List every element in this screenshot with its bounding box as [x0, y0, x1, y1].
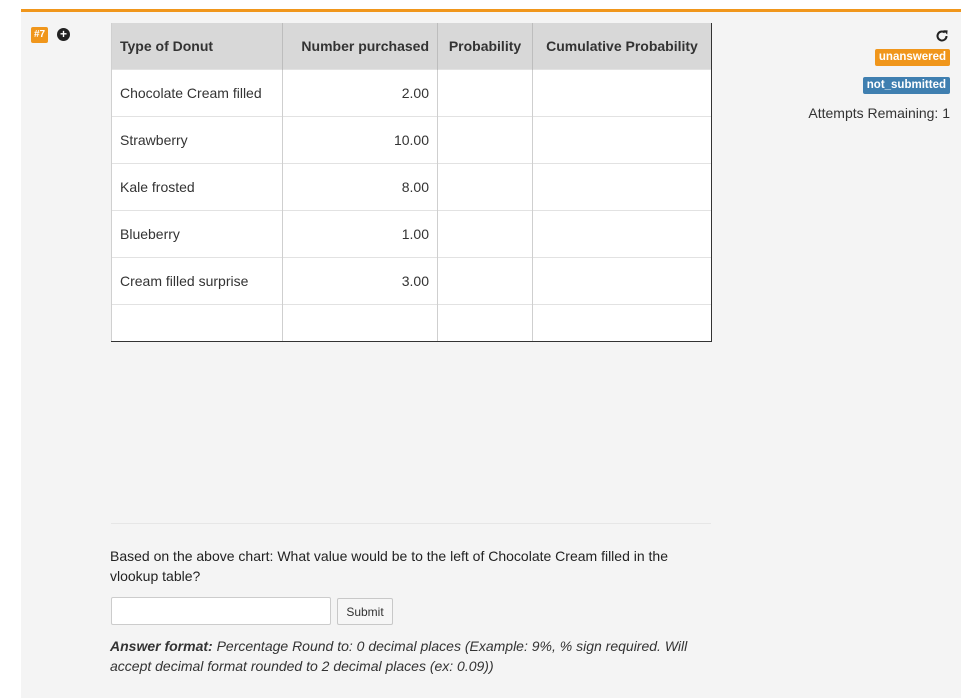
cell-type: [112, 305, 283, 342]
plus-circle-icon[interactable]: +: [57, 28, 70, 41]
cell-cumulative: [533, 211, 712, 258]
header-probability: Probability: [438, 23, 533, 70]
cell-number: 1.00: [283, 211, 438, 258]
cell-cumulative: [533, 70, 712, 117]
refresh-icon[interactable]: [935, 29, 949, 43]
table-row: [112, 211, 712, 258]
cell-type: Cream filled surprise: [112, 258, 283, 305]
header-type: Type of Donut: [112, 23, 283, 70]
cell-cumulative: [533, 164, 712, 211]
cell-probability: [438, 70, 533, 117]
submit-button[interactable]: Submit: [337, 598, 393, 625]
divider: [111, 523, 711, 524]
status-badge-unanswered: unanswered: [875, 49, 950, 66]
answer-format: [110, 636, 710, 676]
table-row: [112, 70, 712, 117]
cell-probability: [438, 258, 533, 305]
cell-probability: [438, 211, 533, 258]
donut-table: [111, 23, 712, 342]
header-number: Number purchased: [283, 23, 438, 70]
cell-number: 8.00: [283, 164, 438, 211]
answer-format-text: Percentage Round to: 0 decimal places (Example: 9%, % sign required. Will accept decimal format rounded to 2 decimal places (ex: 0.09)): [110, 638, 688, 674]
cell-probability: [438, 164, 533, 211]
question-prompt: Based on the above chart: What value would be to the left of Chocolate Cream filled in the vlookup table?: [110, 548, 668, 584]
header-cumulative: Cumulative Probability: [533, 23, 712, 70]
cell-type: Strawberry: [112, 117, 283, 164]
cell-cumulative: [533, 117, 712, 164]
question-panel: [21, 9, 961, 698]
cell-number: 10.00: [283, 117, 438, 164]
cell-type: Kale frosted: [112, 164, 283, 211]
cell-number: 2.00: [283, 70, 438, 117]
cell-number: [283, 305, 438, 342]
attempts-remaining: Attempts Remaining: 1: [808, 105, 950, 121]
status-badge-not-submitted: not_submitted: [863, 77, 950, 94]
answer-input[interactable]: [111, 597, 331, 625]
cell-cumulative: [533, 305, 712, 342]
question-number: #7: [31, 27, 48, 43]
table-header-row: [112, 23, 712, 70]
cell-probability: [438, 305, 533, 342]
table-row: [112, 117, 712, 164]
cell-type: Chocolate Cream filled: [112, 70, 283, 117]
table-row: [112, 305, 712, 342]
cell-cumulative: [533, 258, 712, 305]
cell-number: 3.00: [283, 258, 438, 305]
table-row: [112, 258, 712, 305]
cell-probability: [438, 117, 533, 164]
cell-type: Blueberry: [112, 211, 283, 258]
answer-format-label: Answer format:: [110, 638, 213, 654]
table-row: [112, 164, 712, 211]
